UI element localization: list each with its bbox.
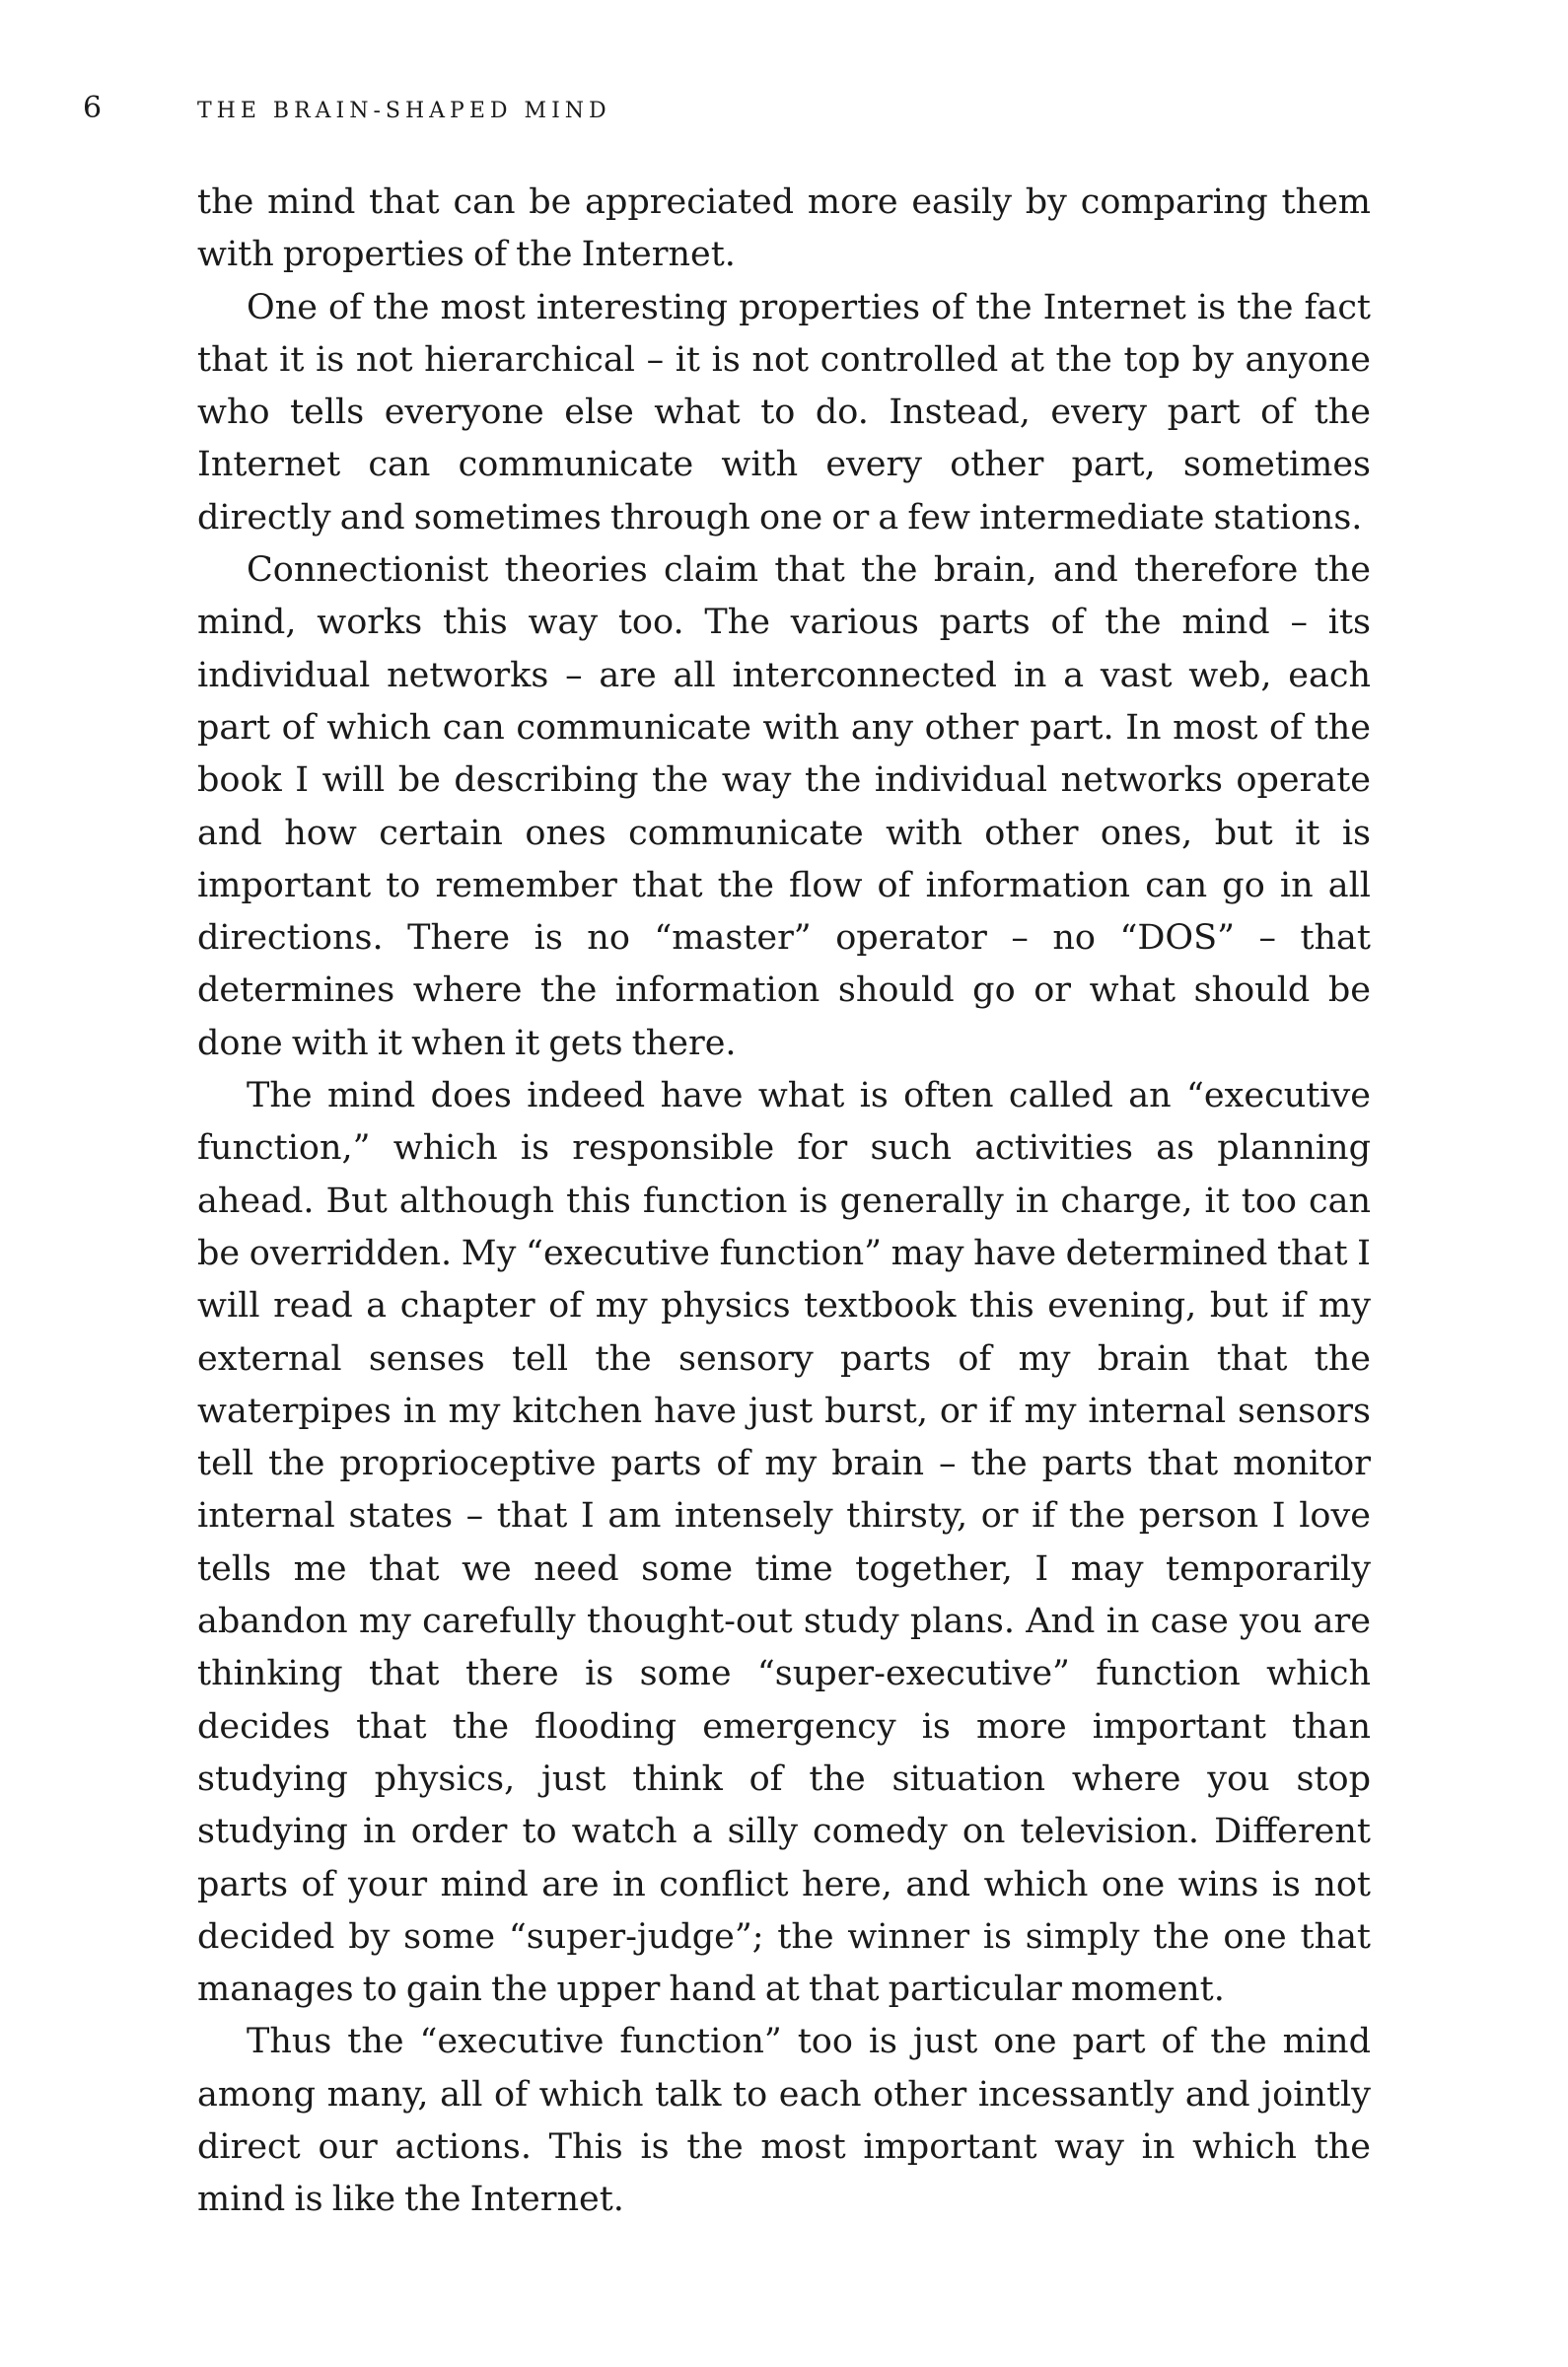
body-text	[197, 177, 1371, 2227]
book-title: THE BRAIN-SHAPED MIND	[197, 99, 611, 123]
paragraph-internet-not-hierarchical: One of the most interesting properties of the Internet is the fact that it is not hierarchical – it is not controlled at the top by anyone who tells everyone else what to do. Instead, every part of the Internet can communicate with every other part, sometimes directly and sometimes through one or a few intermediate stations.	[197, 287, 1371, 538]
running-head	[83, 91, 1365, 130]
paragraph-connectionist-theories: Connectionist theories claim that the brain, and therefore the mind, works this way too. The various parts of the mind – its individual networks – are all interconnected in a vast web, each part of which can communicate with any other part. In most of the book I will be describing the way the individual networks operate and how certain ones communicate with other ones, but it is important to remember that the flow of information can go in all directions. There is no “master” operator – no “DOS” – that determines where the information should go or what should be done with it when it gets there.	[197, 550, 1371, 1063]
paragraph-conclusion: Thus the “executive function” too is just one part of the mind among many, all of which talk to each other incessantly and jointly direct our actions. This is the most important way in which the mind is like the Internet.	[197, 2022, 1371, 2220]
paragraph-executive-function: The mind does indeed have what is often called an “executive function,” which is responsible for such activities as planning ahead. But although this function is generally in charge, it too can be overridden. My “executive function” may have determined that I will read a chapter of my physics textbook this evening, but if my external senses tell the sensory parts of my brain that the waterpipes in my kitchen have just burst, or if my internal sensors tell the proprioceptive parts of my brain – the parts that monitor internal states – that I am intensely thirsty, or if the person I love tells me that we need some time together, I may temporarily abandon my carefully thought-out study plans. And in case you are thinking that there is some “super-executive” function which decides that the flooding emergency is more important than studying physics, just think of the situation where you stop studying in order to watch a silly comedy on television. Different parts of your mind are in conflict here, and which one wins is not decided by some “super-judge”; the winner is simply the one that manages to gain the upper hand at that particular moment.	[197, 1076, 1371, 2010]
paragraph-continued: the mind that can be appreciated more easily by comparing them with properties of the Internet.	[197, 182, 1371, 275]
page-number: 6	[83, 91, 103, 125]
